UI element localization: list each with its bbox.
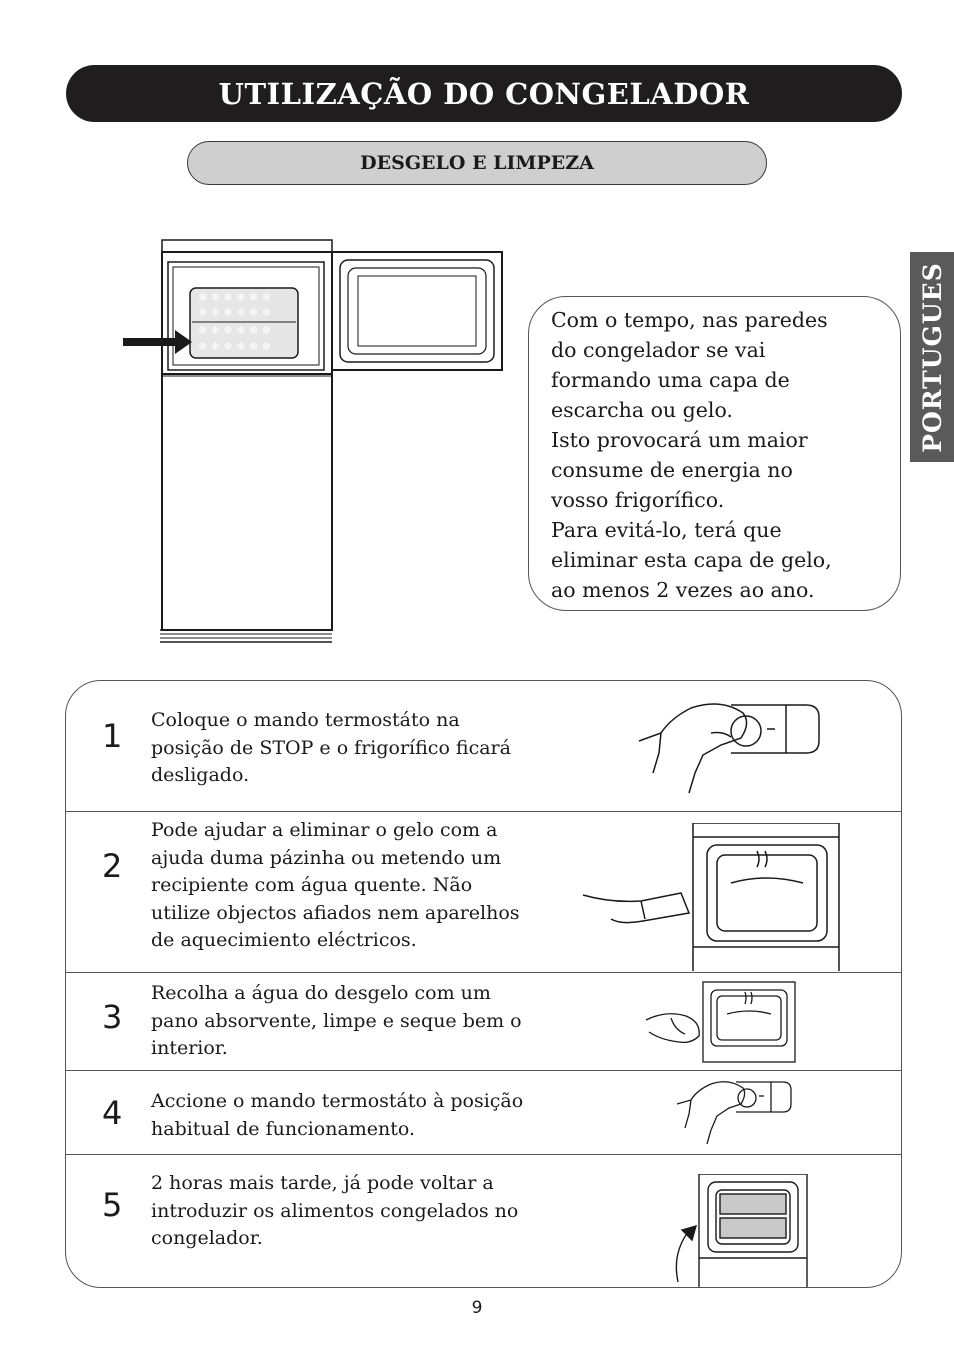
step-line: Pode ajudar a eliminar o gelo com a: [151, 819, 498, 841]
step-number: 2: [102, 847, 123, 885]
step-text: [151, 817, 571, 955]
freezer-scraper-illustration: [581, 823, 851, 971]
step-1: [66, 681, 901, 812]
step-number: 5: [102, 1186, 123, 1224]
step-line: posição de STOP e o frigorífico ficará: [151, 736, 511, 759]
info-line: ao menos 2 vezes ao ano.: [551, 578, 815, 602]
step-3: [66, 972, 901, 1071]
steps-list: [65, 680, 902, 1288]
section-subtitle: DESGELO E LIMPEZA: [360, 152, 594, 174]
step-line: desligado.: [151, 764, 250, 786]
step-5: [66, 1154, 901, 1288]
step-line: Accione o mando termostáto à posição: [151, 1090, 524, 1112]
page-title: UTILIZAÇÃO DO CONGELADOR: [218, 76, 750, 111]
step-line: ajuda duma pázinha ou metendo um: [151, 846, 502, 869]
info-line: eliminar esta capa de gelo,: [551, 548, 832, 572]
step-line: de aquecimiento eléctricos.: [151, 929, 417, 951]
info-line: do congelador se vai: [551, 338, 766, 362]
info-line: consume de energia no: [551, 458, 793, 482]
step-text: [151, 1088, 571, 1143]
step-number: 3: [102, 998, 123, 1036]
info-line: vosso frigorífico.: [551, 488, 725, 512]
cloth-wipe-illustration: [641, 980, 801, 1066]
step-line: Coloque o mando termostáto na: [151, 709, 460, 731]
step-4: [66, 1070, 901, 1155]
svg-text:❄ ❄ ❄ ❄ ❄ ❄: ❄ ❄ ❄ ❄ ❄ ❄: [198, 291, 271, 304]
thermostat-knob-illustration: [671, 1074, 801, 1150]
step-number: 1: [102, 717, 123, 755]
reload-freezer-illustration: [666, 1174, 816, 1288]
step-line: recipiente com água quente. Não: [151, 874, 473, 896]
step-line: interior.: [151, 1037, 228, 1059]
info-line: Para evitá-lo, terá que: [551, 518, 782, 542]
fridge-illustration: [120, 238, 510, 650]
step-text: [151, 707, 571, 790]
step-number: 4: [102, 1094, 123, 1132]
step-line: pano absorvente, limpe e seque bem o: [151, 1009, 522, 1032]
language-tab-label: PORTUGUES: [917, 261, 947, 453]
info-line: formando uma capa de: [551, 368, 790, 392]
step-2: [66, 811, 901, 973]
thermostat-knob-illustration: [631, 693, 831, 803]
svg-text:❄ ❄ ❄ ❄ ❄ ❄: ❄ ❄ ❄ ❄ ❄ ❄: [198, 340, 271, 353]
info-line: Isto provocará um maior: [551, 428, 808, 452]
step-line: introduzir os alimentos congelados no: [151, 1199, 519, 1222]
info-line: Com o tempo, nas paredes: [551, 308, 828, 332]
svg-text:❄ ❄ ❄ ❄ ❄ ❄: ❄ ❄ ❄ ❄ ❄ ❄: [198, 306, 271, 319]
svg-text:❄ ❄ ❄ ❄ ❄ ❄: ❄ ❄ ❄ ❄ ❄ ❄: [198, 324, 271, 337]
step-line: congelador.: [151, 1227, 263, 1249]
info-line: escarcha ou gelo.: [551, 398, 733, 422]
title-banner: [66, 65, 902, 122]
step-line: habitual de funcionamento.: [151, 1117, 416, 1140]
step-text: [151, 1170, 571, 1253]
step-line: Recolha a água do desgelo com um: [151, 982, 491, 1004]
language-tab: [910, 252, 954, 462]
subtitle-banner: [187, 141, 767, 185]
page-number: 9: [471, 1298, 483, 1318]
info-box: [528, 296, 901, 611]
step-line: utilize objectos afiados nem aparelhos: [151, 901, 520, 924]
step-line: 2 horas mais tarde, já pode voltar a: [151, 1172, 494, 1194]
step-text: [151, 980, 571, 1063]
